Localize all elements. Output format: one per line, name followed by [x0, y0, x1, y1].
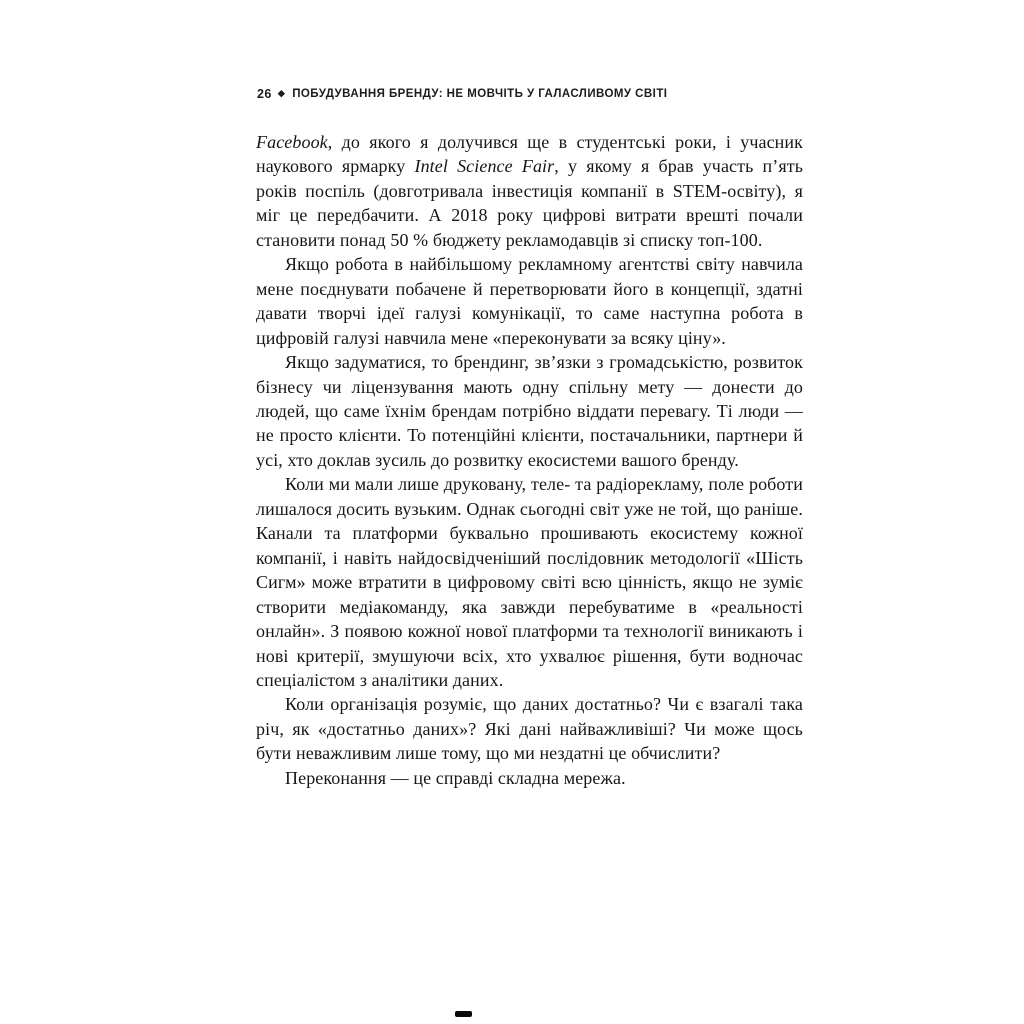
text-run: , у якому я брав участь п’ять років поспіль (довготривала інвестиція компанії в STEM-освіту), я міг це передбачити. А 2018 року цифрові витрати врешті почали становити понад 50 % бюджету рекламодавців зі списку топ-100.: [256, 156, 804, 250]
italic-text-run: Intel Science Fair: [414, 156, 555, 177]
body-text: [256, 130, 803, 790]
page-number: 26: [257, 87, 272, 101]
diamond-icon: ◆: [277, 87, 286, 98]
paragraph: [256, 472, 803, 692]
italic-text-run: Facebook: [256, 132, 328, 152]
text-run: Коли ми мали лише друковану, теле- та радіорекламу, поле роботи лишалося досить вузьким. Однак сьогодні світ уже не той, що раніше. Канали та платформи буквально прошивають екосистему кожної компанії, і навіть найдосвідченіший послідовник методології «Шість Сигм» може втратити в цифровому світі всю цінність, якщо не зуміє створити медіакоманду, яка завжди перебуватиме в «реальності онлайн». З появою кожної нової платформи та технології виникають і нові критерії, змушуючи всіх, хто ухвалює рішення, бути водночас спеціалістом з аналітики даних.: [256, 474, 803, 690]
paragraph: [256, 130, 803, 252]
text-run: Якщо робота в найбільшому рекламному агентстві світу навчила мене поєднувати побачене й перетворювати його в концепції, здатні давати творчі ідеї галузі комунікації, то саме наступна робота в цифровій галузі навчила мене «переконувати за всяку ціну».: [256, 254, 803, 348]
text-run: , до якого я долучився ще в студентські роки, і учасник наукового ярмарку: [256, 132, 803, 177]
paragraph: [256, 252, 803, 350]
text-run: Переконання — це справді складна мережа.: [285, 767, 626, 788]
paragraph: [256, 350, 803, 472]
paragraph: [256, 766, 803, 790]
text-run: Якщо задуматися, то брендинг, зв’язки з громадськістю, розвиток бізнесу чи ліцензування мають одну спільну мету — донести до людей, що саме їхнім брендам потрібно віддати перевагу. Ті люди — не просто клієнти. То потенційні клієнти, постачальники, партнери й усі, хто доклав зусиль до розвитку екосистеми вашого бренду.: [256, 352, 803, 470]
running-head: [257, 87, 817, 101]
running-head-title: ПОБУДУВАННЯ БРЕНДУ: НЕ МОВЧІТЬ У ГАЛАСЛИВОМУ СВІТІ: [292, 88, 668, 100]
text-run: Коли організація розуміє, що даних достатньо? Чи є взагалі така річ, як «достатньо даних»? Які дані найважливіші? Чи може щось бути неважливим лише тому, що ми нездатні це обчислити?: [256, 694, 803, 764]
scan-artifact: [455, 1011, 472, 1017]
paragraph: [256, 692, 803, 765]
